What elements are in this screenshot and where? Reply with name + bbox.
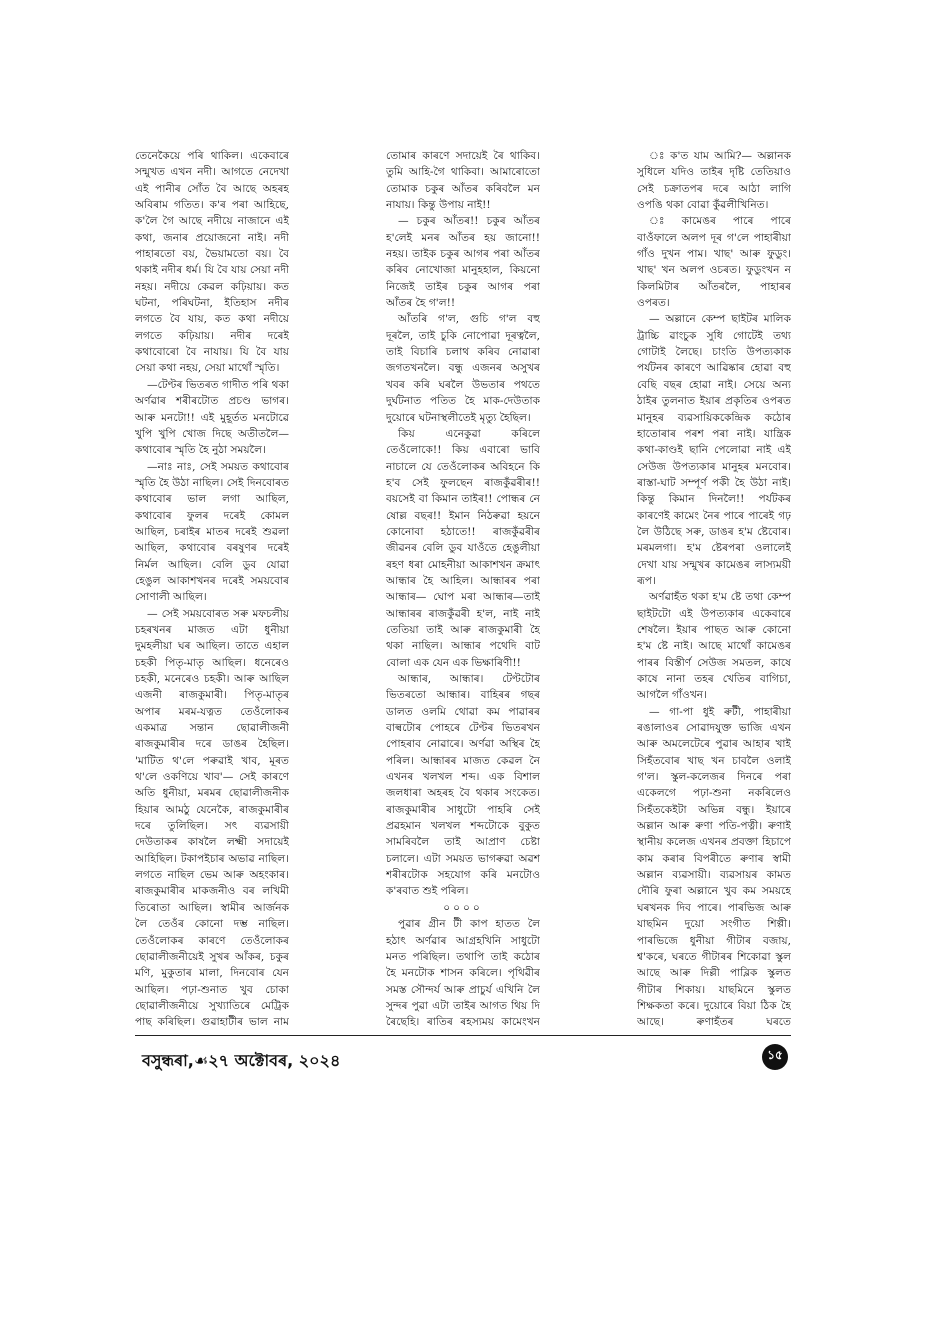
paragraph: পুৱাৰ গ্ৰীন টী কাপ হাতত লৈ হঠাৎ অৰ্ণৱাৰ আগ্ৰহখিনি সাধুটো মনত পৰিছিল। তথাপি তাই কঠোৰ হৈ মনটোক শাসন কৰিলে। পৃথিৱীৰ সমস্ত সৌন্দৰ্য আৰু প্ৰাচুৰ্য এখিনি লৈ সুন্দৰ পুৱা এটা তাইৰ আগত থিয় দি ৰৈছেহি। ৰাতিৰ ৰহস্যময় কামেংখন — [386, 918, 540, 1028]
paragraph: —টেণ্টৰ ভিতৰত গাদীত পৰি থকা অৰ্ণৱাৰ শৰীৰটোত প্ৰচণ্ড ভাগৰ। আৰু মনটো!! এই মুহূৰ্তত মনটোৱে খুপি খুপি খোজ দিছে অতীতলৈ— কথাবোৰ স্মৃতি হৈ নুঠা সময়লৈ। — [135, 378, 289, 457]
paragraph: — সেই সময়বোৰত সৰু মফচলীয় চহৰখনৰ মাজত এটা ধুনীয়া দুমহলীয়া ঘৰ আছিল। তাতে এহাল চহকী পিতৃ-মাতৃ আছিল। ধনেৰেও চহকী, মনেৰেও চহকী। আৰু আছিল এজনী ৰাজকুমাৰী। পিতৃ-মাতৃৰ অপাৰ মৰম-যত্নত তেওঁলোকৰ একমাত্ৰ সন্তান ছোৱালীজনী ৰাজকুমাৰীৰ দৰে ডাঙৰ হৈছিল। 'মাটিত থ'লে পৰুৱাই খাব, মূৰত থ'লে ওকণিয়ে খাব'— সেই কাৰণে অতি ধুনীয়া, মৰমৰ ছোৱালীজনীক হিয়াৰ আমঠু যেনেকৈ, ৰাজকুমাৰীৰ দৰে তুলিছিল। সৎ ব্যৱসায়ী দেউতাকৰ কাষলৈ লক্ষ্মী সদায়েই আহিছিল। টকাপইচাৰ অভাৱ নাছিল। লগতে নাছিল ভেম আৰু অহংকাৰ। ৰাজকুমাৰীৰ মাকজনীও বৰ লখিমী তিৰোতা আছিল। স্বামীৰ আৰ্জনক লৈ তেওঁৰ কোনো দম্ভ নাছিল। তেওঁলোকৰ কাৰণে তেওঁলোকৰ ছোৱালীজনীয়েই সুখৰ আঁকৰ, চকুৰ মণি, মুকুতাৰ মালা, দিনবোৰ যেন আছিল। পঢ়া-শুনাত খুব চোকা ছোৱালীজনীয়ে সুখ্যাতিৰে মেট্ৰিক পাছ কৰিছিল। গুৱাহাটীৰ ভাল নাম — [135, 607, 289, 1028]
column-3 — [637, 148, 791, 1028]
paragraph: অৰ্ণৱাহঁত থকা হ'ম ষ্টে তথা কেম্প ছাইটটো এই উপত্যকাৰ একেবাৰে শেষলৈ। ইয়াৰ পাছত আৰু কোনো হ'ম ষ্টে নাই। আছে মাথোঁ কামেঙৰ পাৰৰ বিস্তীৰ্ণ সেউজ সমতল, কাষে কাষে নানা তহৰ খেতিৰ বাগিচা, আগলৈ গাঁওখন। — [637, 591, 791, 702]
page-number: ১৫ — [762, 1044, 788, 1070]
paragraph: আন্ধাৰ, আন্ধাৰ। টেণ্টটোৰ ভিতৰতো আন্ধাৰ। বাহিৰৰ গছৰ ডালত ওলমি থোৱা কম পাৱাৰৰ বাল্বটোৰ পোহৰে টেণ্টৰ ভিতৰখন পোহৰাব নোৱাৰে। অৰ্ণৱা অস্থিৰ হৈ পৰিল। আন্ধাৰৰ মাজত কেৱল নৈ এখনৰ খলখল শব্দ। এক বিশাল জলধাৰা অহৰহ বৈ থকাৰ সংকেত। ৰাজকুমাৰীৰ সাধুটো পাহৰি সেই প্ৰৱহমান খলখল শব্দটোকে বুকুত সামৰিবলৈ তাই আপ্ৰাণ চেষ্টা চলালে। এটা সময়ত ভাগৰুৱা অৱশ শৰীৰটোক সহযোগ কৰি মনটোও ক'ৰবাত শুই পৰিল। — [386, 673, 540, 898]
paragraph: — অল্লানে কেম্প ছাইটৰ মালিক ট্ৰাচ্চি ৱাংচুক সুধি গোটেই তথ্য গোটাই লৈছে। চাংতি উপত্যকাক পৰ্যটনৰ কাৰণে আৱিষ্কাৰ হোৱা বহু বেছি বছৰ হোৱা নাই। সেয়ে অন্য ঠাইৰ তুলনাত ইয়াৰ প্ৰকৃতিৰ ওপৰত মানুহৰ ব্যৱসায়িককেন্দ্ৰিক কঠোৰ হাতোৰাৰ পৰশ পৰা নাই। যান্ত্ৰিক কথা-কাণ্ডই ছানি পেলোৱা নাই এই সেউজ উপত্যকাৰ মানুহৰ মনবোৰ। ৰাস্তা-ঘাট সম্পূৰ্ণ পকী হৈ উঠা নাই। কিন্তু কিমান দিনলৈ!! পৰ্যটকৰ কাৰণেই কামেং নৈৰ পাৰে পাৰেই গঢ় লৈ উঠিছে সৰু, ডাঙৰ হ'ম ষ্টেবোৰ। মৰমলগা। হ'ম ষ্টেৰপৰা ওলালেই দেখা যায় সন্মুখৰ কামেঙৰ লাস্যময়ী ৰূপ। — [637, 313, 791, 587]
paragraph: ঃ কামেঙৰ পাৰে পাৰে বাওঁফালে অলপ দূৰ গ'লে পাহাৰীয়া গাঁও দুখন পাম। খাছ' আৰু ফুডুং। খাছ' খন অলপ ওচৰত। ফুডুংখন ন কিলমিটাৰ আঁতৰলৈ, পাহাৰৰ ওপৰত। — [637, 215, 791, 310]
column-2 — [386, 148, 540, 1028]
paragraph: কিয় এনেকুৱা কৰিলে তেওঁলোকে!! কিয় এবাৰো ভাবি নাচালে যে তেওঁলোকৰ অবিহনে কি হ'ব সেই ফুলছেন ৰাজকুঁৱৰীৰ!! বয়সেই বা কিমান তাইৰ!! পোন্ধৰ নে ষোল্ল বছৰ!! ইমান নিঠৰুৱা হয়নে কোনোবা হঠাতে!! ৰাজকুঁৱৰীৰ জীৱনৰ বেলি ডুব যাওঁতে হেঙুলীয়া ৰহণ ধৰা মোহনীয়া আকাশখন ক্ৰমাৎ আন্ধাৰ হৈ আহিল। আন্ধাৰৰ পৰা আন্ধাৰ— ঘোপ মৰা আন্ধাৰ—তাই আন্ধাৰৰ ৰাজকুঁৱৰী হ'ল, নাই নাই তেতিয়া তাই আৰু ৰাজকুমাৰী হৈ থকা নাছিল। আন্ধাৰ পথেদি বাট বোলা এক যেন এক ভিক্ষাৰিণী!! — [386, 427, 540, 669]
paragraph: ০০০০ — [443, 901, 483, 914]
paragraph: — গা-পা ধুই ৰুটী, পাহাৰীয়া ৰঙালাওৰ সোৱাদযুক্ত ভাজি এখন আৰু অমলেটেৰে পুৱাৰ আহাৰ খাই সিহঁতবোৰ খাছ খন চাবলৈ ওলাই গ'ল। স্কুল-কলেজৰ দিনৰে পৰা একেলগে পঢ়া-শুনা নকৰিলেও সিহঁতকেইটা অভিন্ন বন্ধু। ইয়াৰে অল্লান আৰু ৰুণা পতি-পত্নী। ৰুণাই স্থানীয় কলেজ এখনৰ প্ৰবক্তা হিচাপে কাম কৰাৰ বিপৰীতে ৰুণাৰ স্বামী অল্লান ব্যৱসায়ী। ব্যৱসায়ৰ কামত দৌৰি ফুৰা অল্লানে খুব কম সময়হে ঘৰখনক দিব পাৰে। পাৰভিজ আৰু যাছমিন দুয়ো সংগীত শিল্পী। পাৰভিজে ধুনীয়া গীটাৰ বজায়, শ্ব'কৰে, ঘৰতে গীটাৰৰ শিকোৱা স্কুল আছে আৰু দিল্লী পাব্লিক স্কুলত গীটাৰ শিকায়। যাছমিনে স্কুলত শিক্ষকতা কৰে। দুয়োৰে বিয়া ঠিক হৈ আছে। ৰুণাহঁতৰ ঘৰতে — [637, 705, 791, 1028]
paragraph: — চকুৰ আঁতৰ!! চকুৰ আঁতৰ হ'লেই মনৰ আঁতৰ হয় জানো!! নহয়। তাইক চকুৰ আগৰ পৰা আঁতৰ কৰিব নোখোজা মানুহহাল, কিয়নো নিজেই তাইৰ চকুৰ আগৰ পৰা আঁতৰ হৈ গ'ল!! — [386, 215, 540, 310]
footer-rule — [135, 1035, 791, 1036]
paragraph: ঃ ক'ত যাম আমি?— অল্লানক সুধিলে যদিও তাইৰ দৃষ্টি তেতিয়াও সেই চক্ৰাতপৰ দৰে আঠা লাগি ওপঙি থকা বোৱা কুঁৱলীখিনিত। — [637, 150, 791, 212]
article-body — [135, 148, 791, 1028]
paragraph: তেনেকৈয়ে পৰি থাকিল। একেবাৰে সন্মুখত এখন নদী। আগতে নেদেখা এই পানীৰ সোঁত বৈ আছে অহৰহ অবিৰাম গতিত। ক'ৰ পৰা আহিছে, ক'লৈ গৈ আছে নদীয়ে নাজানে এই কথা, জনাৰ প্ৰয়োজনো নাই। নদী পাহাৰতো বয়, ভৈয়ামতো বয়। বৈ থকাই নদীৰ ধৰ্ম। যি বৈ যায় সেয়া নদী নহয়। নদীয়ে কেৱল কঢ়িয়ায়। কত ঘটনা, পৰিঘটনা, ইতিহাস নদীৰ লগতে বৈ যায়, কত কথা নদীয়ে লগতে কঢ়িয়ায়। নদীৰ দৰেই কথাবোৰো বৈ নাযায়। যি বৈ যায় সেয়া কথা নহয়, সেয়া মাথোঁ স্মৃতি। — [135, 150, 289, 375]
column-1 — [135, 148, 289, 1028]
paragraph: —নাঃ নাঃ, সেই সময়ত কথাবোৰ স্মৃতি হৈ উঠা নাছিল। সেই দিনবোৰত কথাবোৰ ভাল লগা আছিল, কথাবোৰ ফুলৰ দৰেই কোমল আছিল, চৰাইৰ মাতৰ দৰেই শুৱলা আছিল, কথাবোৰ বৰষুণৰ দৰেই নিৰ্মল আছিল। বেলি ডুব যোৱা হেঙুল আকাশখনৰ দৰেই সময়বোৰ সোণালী আছিল। — [135, 460, 289, 604]
paragraph: তোমাৰ কাৰণে সদায়েই ৰৈ থাকিব। তুমি আহি-গৈ থাকিবা। আমাৰোতো তোমাক চকুৰ আঁতৰ কৰিবলৈ মন নাযায়। কিন্তু উপায় নাই!! — [386, 150, 540, 212]
paragraph: আঁতৰি গ'ল, গুচি গ'ল বহু দূৰলৈ, তাই চুকি নোপোৱা দূৰত্বলৈ, তাই বিচাৰি চলাথ কৰিব নোৱাৰা জগতখনলৈ। বন্ধু এজনৰ অসুখৰ খবৰ কৰি ঘৰলৈ উভতাৰ পথতে দুৰ্ঘটনাত পতিত হৈ মাক-দেউতাক দুয়োৰে ঘটনাস্থলীতেই মৃত্যু হৈছিল। — [386, 313, 540, 424]
publication-date: বসুন্ধৰা,☙২৭ অক্টোবৰ, ২০২৪ — [142, 1051, 341, 1070]
